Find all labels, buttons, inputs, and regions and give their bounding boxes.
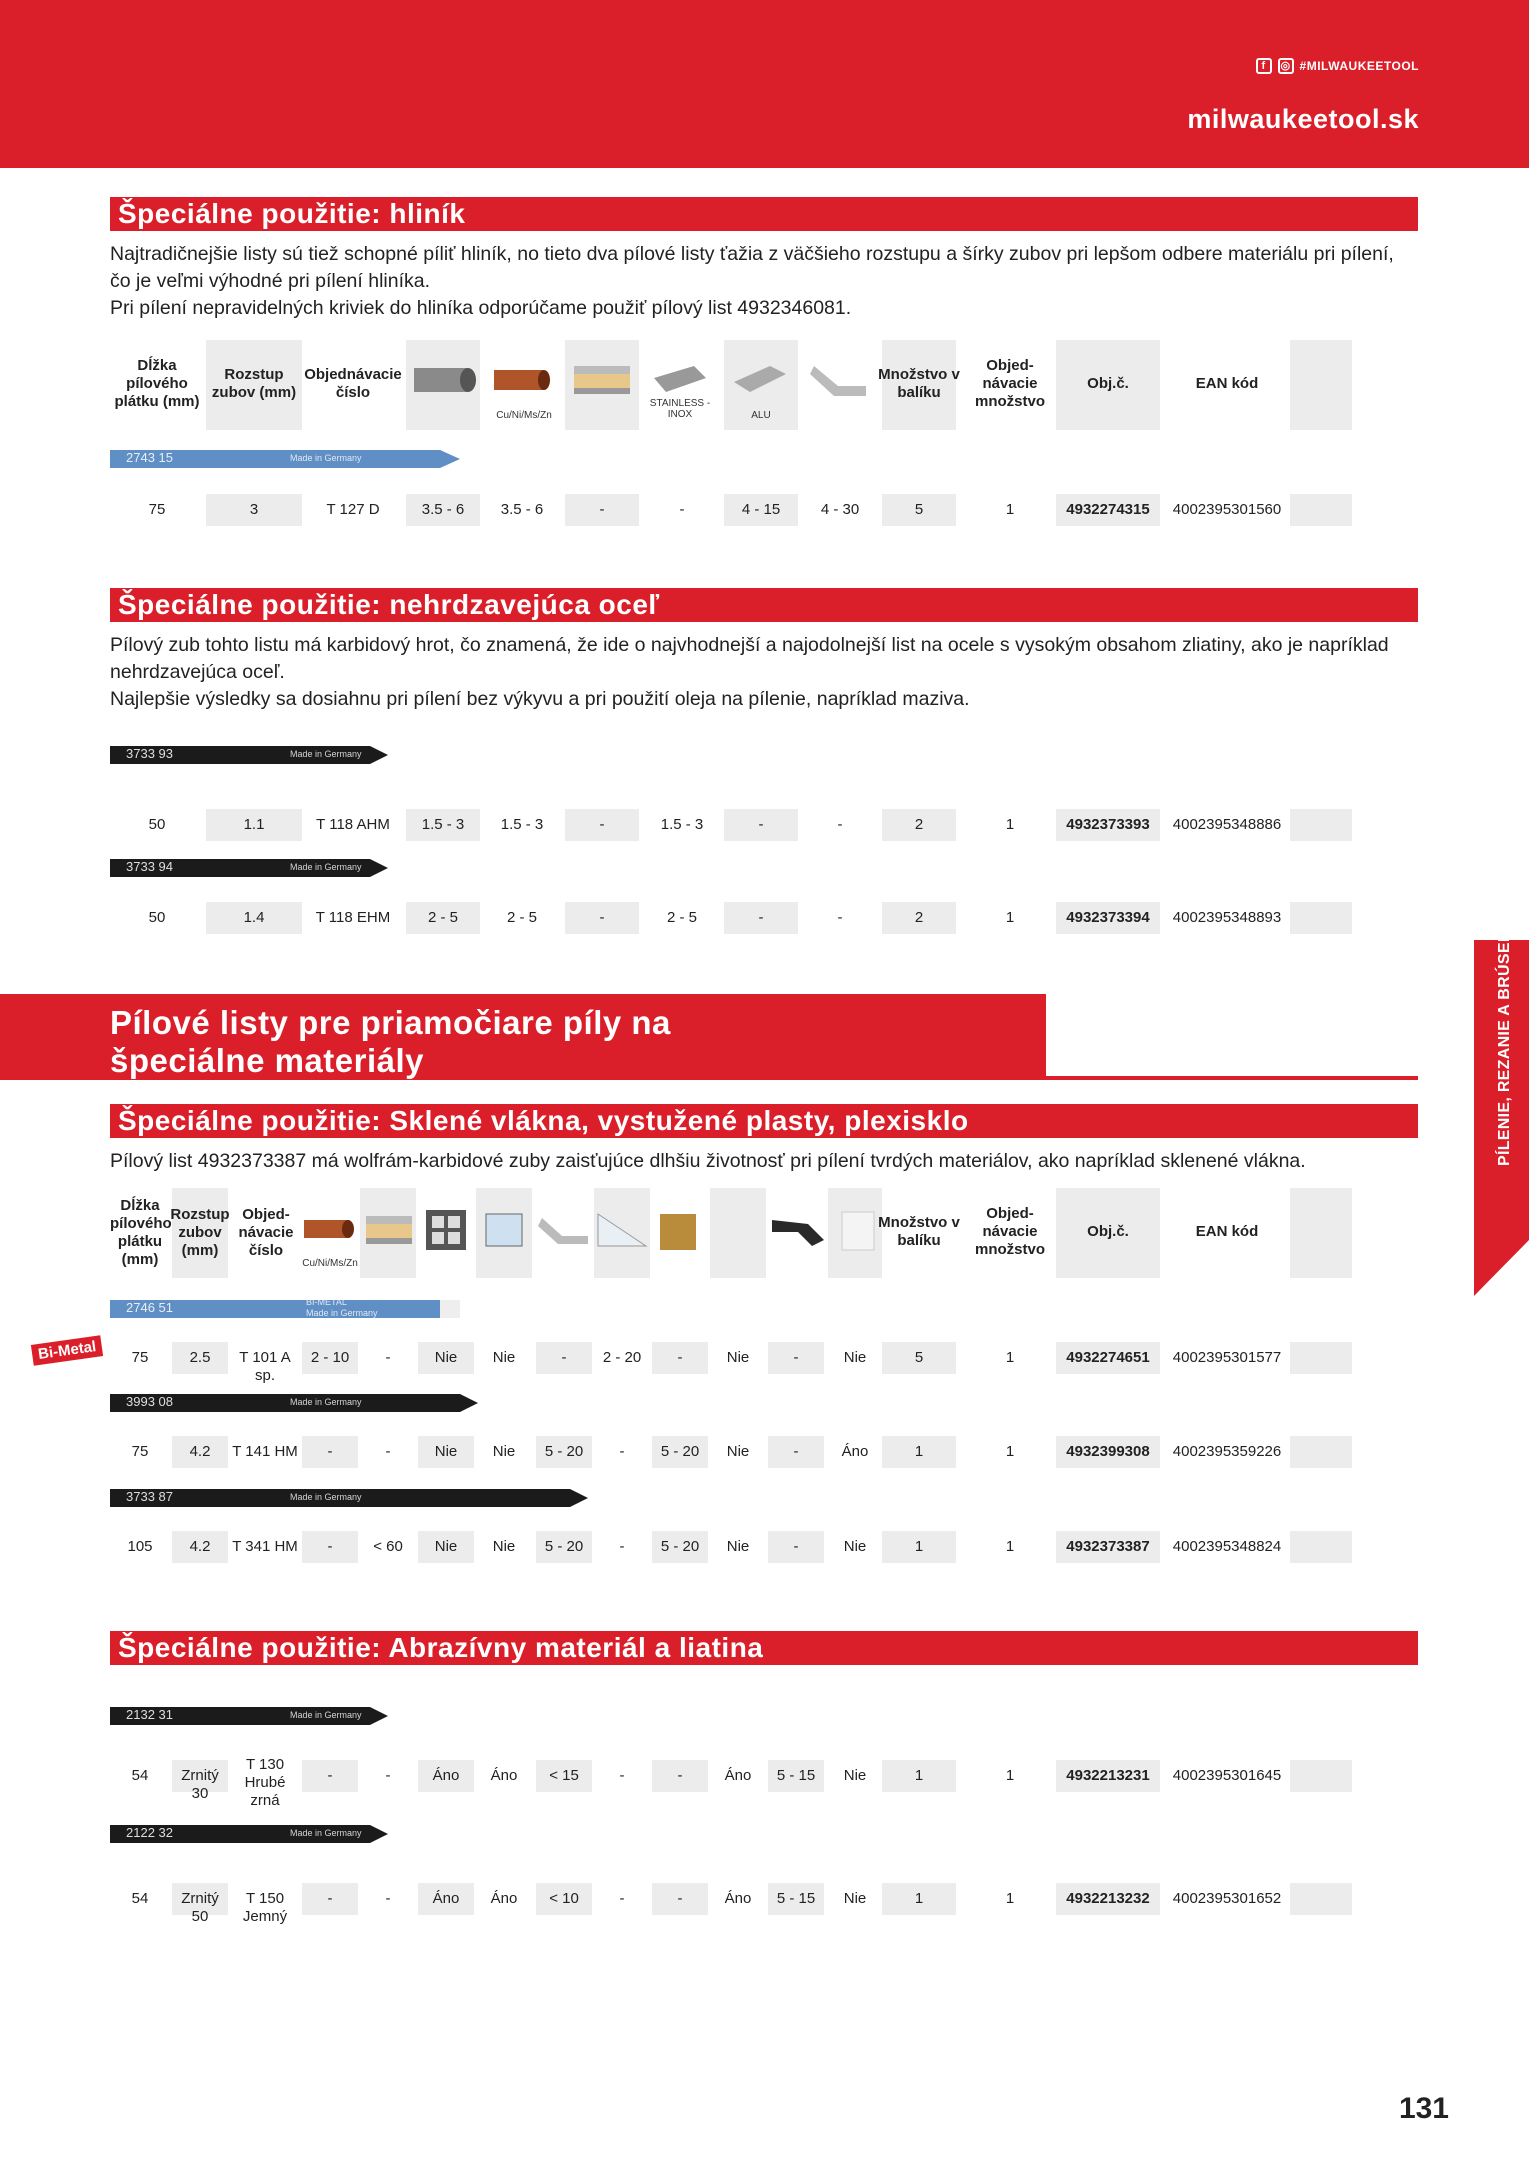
table-cell: - (327, 1538, 333, 1555)
table-cell: < 15 (549, 1767, 579, 1784)
instagram-icon[interactable]: ◎ (1278, 58, 1294, 74)
table-cell: - (837, 816, 843, 833)
table-cell: 3.5 - 6 (421, 501, 465, 518)
section-title-stainless: Špeciálne použitie: nehrdzavejúca oceľ (110, 588, 1418, 622)
table-cell: 4932274315 (1066, 501, 1150, 518)
table-cell: 4.2 (189, 1443, 211, 1460)
table-cell: 1 (1005, 1349, 1015, 1366)
header-order-no: Objed-návacie číslo (238, 1206, 294, 1259)
table-cell: 1 (914, 1538, 924, 1555)
social-hashtag: #MILWAUKEETOOL (1299, 59, 1419, 73)
side-tab-label: PÍLENIE, REZANIE A BRÚSENIE (1496, 914, 1513, 1166)
table-cell: - (619, 1538, 625, 1555)
table-cell: Áno (841, 1443, 869, 1460)
table-cell: T 127 D (326, 501, 380, 518)
table-cell: 4 - 15 (741, 501, 781, 518)
table-cell: 4 - 30 (820, 501, 860, 518)
table-cell: 4002395301560 (1172, 501, 1282, 518)
table-cell: - (677, 1890, 683, 1907)
table-cell: 2.5 (189, 1349, 211, 1366)
steel-profile-icon (650, 358, 710, 398)
table-cell: - (385, 1767, 391, 1784)
table-cell: 4932213232 (1066, 1890, 1150, 1907)
table-cell: 3 (249, 501, 259, 518)
header-order-qty: Objed-návacie množstvo (974, 357, 1045, 410)
blade-image-212232: 2122 32 Made in Germany (110, 1821, 390, 1847)
section-title-abrasive: Špeciálne použitie: Abrazívny materiál a liatina (110, 1631, 1418, 1665)
table-cell: 4002395301652 (1172, 1890, 1282, 1907)
table-cell: Nie (726, 1443, 750, 1460)
table-cell: - (327, 1767, 333, 1784)
table-cell: 4932274651 (1066, 1349, 1150, 1366)
table-cell: 5 - 20 (660, 1538, 700, 1555)
header-obj: Obj.č. (1087, 1223, 1129, 1240)
social-links (1256, 58, 1419, 74)
table-cell: Nie (843, 1767, 867, 1784)
table-cell: 2 - 10 (310, 1349, 350, 1366)
table-cell: - (599, 501, 605, 518)
table-cell: T 150 Jemný (242, 1890, 288, 1925)
header-pitch: Rozstup zubov (mm) (170, 1206, 230, 1259)
table-cell: 1.1 (243, 816, 265, 833)
sandwich-panel-icon (572, 360, 632, 400)
aluminium-text-1: Najtradičnejšie listy sú tiež schopné píliť hliník, no tieto dva pílové listy ťažia z väčšieho rozstupu a šírky zubov pri lepšom odbere materiálu pri pílení, čo je veľmi výhodné pri pílení hliníka. (110, 243, 1394, 292)
table-cell: 3.5 - 6 (500, 501, 544, 518)
table-cell: 1 (914, 1890, 924, 1907)
header-bar (0, 0, 1529, 168)
header-ean: EAN kód (1195, 375, 1259, 392)
table-cell: T 341 HM (232, 1538, 298, 1555)
table-cell: - (561, 1349, 567, 1366)
table-cell: 1.5 - 3 (660, 816, 704, 833)
label-copper: Cu/Ni/Ms/Zn (302, 1258, 358, 1269)
table-cell: T 141 HM (232, 1443, 298, 1460)
table-cell: - (793, 1443, 799, 1460)
table-cell: 2 - 20 (602, 1349, 642, 1366)
table-cell: 1.4 (243, 909, 265, 926)
table-cell: 5 - 15 (776, 1767, 816, 1784)
tube-icon (410, 358, 480, 402)
table-cell: 5 - 20 (660, 1443, 700, 1460)
table-cell: 1 (1005, 816, 1015, 833)
table-cell: T 130 Hrubé zrná (244, 1756, 286, 1809)
table-cell: Áno (490, 1767, 518, 1784)
table-cell: 4932373387 (1066, 1538, 1150, 1555)
copper-pipe-icon (490, 358, 556, 402)
alu-profile-icon (730, 358, 790, 398)
table-cell: - (677, 1349, 683, 1366)
table-cell: 4002395359226 (1172, 1443, 1282, 1460)
table-cell: - (619, 1443, 625, 1460)
table-cell: - (619, 1890, 625, 1907)
table-cell: 4.2 (189, 1538, 211, 1555)
table-cell: 105 (127, 1538, 153, 1555)
table-cell: 5 (914, 1349, 924, 1366)
sandwich-panel-icon (364, 1210, 414, 1250)
table-cell: 1.5 - 3 (421, 816, 465, 833)
table-cell: Áno (490, 1890, 518, 1907)
table-cell: Nie (434, 1443, 458, 1460)
table-cell: - (679, 501, 685, 518)
table-cell: Nie (726, 1538, 750, 1555)
site-url[interactable]: milwaukeetool.sk (1187, 104, 1419, 134)
label-stainless: STAINLESS - INOX (649, 398, 711, 420)
table-cell: 1 (1005, 1890, 1015, 1907)
table-cell: 54 (131, 1890, 149, 1907)
table-cell: 4932373393 (1066, 816, 1150, 833)
table-cell: 1 (1005, 1443, 1015, 1460)
aluminium-text-2: Pri pílení nepravidelných kriviek do hliníka odporúčame použiť pílový list 4932346081. (110, 297, 852, 319)
table-cell: 1 (1005, 909, 1015, 926)
table-cell: 1.5 - 3 (500, 816, 544, 833)
table-cell: - (599, 816, 605, 833)
table-cell: Nie (726, 1349, 750, 1366)
table-cell: - (619, 1767, 625, 1784)
table-cell: - (327, 1443, 333, 1460)
stainless-text-1: Pílový zub tohto listu má karbidový hrot, čo znamená, že ide o najvhodnejší a najodolnejší list na ocele s vysokým obsahom zliatiny, ako je napríklad nehrdzavejúca oceľ. (110, 634, 1389, 683)
table-cell: 4932399308 (1066, 1443, 1150, 1460)
table-cell: - (793, 1538, 799, 1555)
table-cell: - (677, 1767, 683, 1784)
table-cell: 2 - 5 (666, 909, 697, 926)
table-cell: 75 (131, 1349, 149, 1366)
table-cell: Áno (432, 1767, 460, 1784)
table-cell: 4002395348893 (1172, 909, 1282, 926)
table-cell: - (385, 1890, 391, 1907)
header-pitch: Rozstup zubov (mm) (211, 366, 297, 401)
header-obj: Obj.č. (1087, 375, 1129, 392)
blade-image-274315: 2743 15 Made in Germany (110, 446, 470, 472)
header-ean: EAN kód (1195, 1223, 1259, 1240)
bi-metal-badge: Bi-Metal (31, 1335, 104, 1366)
table-cell: 5 (914, 501, 924, 518)
table-cell: - (793, 1349, 799, 1366)
table-cell: 1 (1005, 1767, 1015, 1784)
table-cell: 50 (148, 909, 166, 926)
table-cell: Nie (843, 1538, 867, 1555)
table-cell: T 101 A sp. (239, 1349, 291, 1384)
blade-image-373393: 3733 93 Made in Germany (110, 742, 390, 768)
label-copper: Cu/Ni/Ms/Zn (496, 410, 552, 421)
fiberglass-text-1: Pílový list 4932373387 má wolfrám-karbidové zuby zaisťujúce dlhšiu životnosť pri pílení tvrdých materiálov, ako napríklad sklenené vlákna. (110, 1150, 1306, 1172)
header-length: Dĺžka pílového plátku (mm) (110, 1197, 172, 1268)
fiberboard-icon (656, 1210, 700, 1254)
table-cell: - (758, 909, 764, 926)
rubber-hose-icon (768, 1210, 828, 1250)
table-cell: Zrnitý 50 (181, 1890, 219, 1925)
category-title: Pílové listy pre priamočiare píly na špeciálne materiály (0, 994, 1046, 1080)
table-cell: - (385, 1349, 391, 1366)
table-cell: - (385, 1443, 391, 1460)
bent-profile-icon (536, 1208, 592, 1252)
table-cell: Nie (843, 1890, 867, 1907)
table-cell: Nie (434, 1538, 458, 1555)
header-pack: Množstvo v balíku (878, 366, 960, 401)
stainless-text-2: Najlepšie výsledky sa dosiahnu pri pílení bez výkyvu a pri použití oleja na pílenie, napríklad maziva. (110, 688, 970, 710)
table-cell: Nie (492, 1443, 516, 1460)
blade-image-373387: 3733 87 Made in Germany (110, 1485, 590, 1511)
blade-image-213231: 2132 31 Made in Germany (110, 1703, 390, 1729)
table-cell: - (599, 909, 605, 926)
blade-image-274651: 2746 51 BI-METAL Made in Germany (110, 1296, 470, 1322)
table-cell: Zrnitý 30 (181, 1767, 219, 1802)
table-cell: 1 (1005, 501, 1015, 518)
table-cell: - (837, 909, 843, 926)
table-cell: 5 - 20 (544, 1538, 584, 1555)
label-alu: ALU (751, 410, 771, 421)
table-cell: 4002395301645 (1172, 1767, 1282, 1784)
table-cell: - (758, 816, 764, 833)
table-cell: 4932213231 (1066, 1767, 1150, 1784)
facebook-icon[interactable]: f (1256, 58, 1272, 74)
section-title-aluminium: Špeciálne použitie: hliník (110, 197, 1418, 231)
table-cell: < 10 (549, 1890, 579, 1907)
table-cell: < 60 (373, 1538, 403, 1555)
table-cell: - (327, 1890, 333, 1907)
table-cell: Áno (432, 1890, 460, 1907)
table-cell: Áno (724, 1767, 752, 1784)
page-number: 131 (1398, 2092, 1449, 2125)
table-cell: 4932373394 (1066, 909, 1150, 926)
tile-icon (838, 1208, 878, 1254)
table-cell: 4002395348824 (1172, 1538, 1282, 1555)
table-cell: 75 (131, 1443, 149, 1460)
table-cell: Nie (434, 1349, 458, 1366)
table-cell: 4002395301577 (1172, 1349, 1282, 1366)
table-cell: 54 (131, 1767, 149, 1784)
table-cell: Nie (492, 1538, 516, 1555)
table-cell: T 118 AHM (316, 816, 390, 833)
table-cell: Nie (843, 1349, 867, 1366)
table-cell: Áno (724, 1890, 752, 1907)
bent-profile-icon (808, 356, 872, 406)
table-cell: 1 (1005, 1538, 1015, 1555)
table-cell: 2 - 5 (427, 909, 458, 926)
table-cell: 1 (914, 1767, 924, 1784)
table-cell: T 118 EHM (315, 909, 391, 926)
plexiglass-icon (594, 1208, 650, 1252)
title-divider (1046, 1076, 1418, 1080)
table-cell: 2 (914, 909, 924, 926)
blade-image-373394: 3733 94 Made in Germany (110, 855, 390, 881)
header-pack: Množstvo v balíku (878, 1214, 960, 1249)
header-length: Dĺžka pílového plátku (mm) (114, 357, 200, 410)
header-order-qty: Objed-návacie množstvo (974, 1205, 1045, 1258)
copper-pipe-icon (302, 1208, 358, 1248)
section-title-fiberglass: Špeciálne použitie: Sklené vlákna, vystužené plasty, plexisklo (110, 1104, 1418, 1138)
table-cell: 2 - 5 (506, 909, 537, 926)
table-cell: 1 (914, 1443, 924, 1460)
table-cell: 50 (148, 816, 166, 833)
table-cell: 4002395348886 (1172, 816, 1282, 833)
table-cell: 75 (148, 501, 166, 518)
blade-image-399308: 3993 08 Made in Germany (110, 1390, 480, 1416)
table-cell: 5 - 20 (544, 1443, 584, 1460)
pvc-profile-icon (480, 1208, 528, 1252)
table-cell: 5 - 15 (776, 1890, 816, 1907)
window-frame-icon (422, 1206, 470, 1254)
table-cell: 2 (914, 816, 924, 833)
table-cell: Nie (492, 1349, 516, 1366)
header-order-no: Objednávacie číslo (304, 366, 402, 401)
